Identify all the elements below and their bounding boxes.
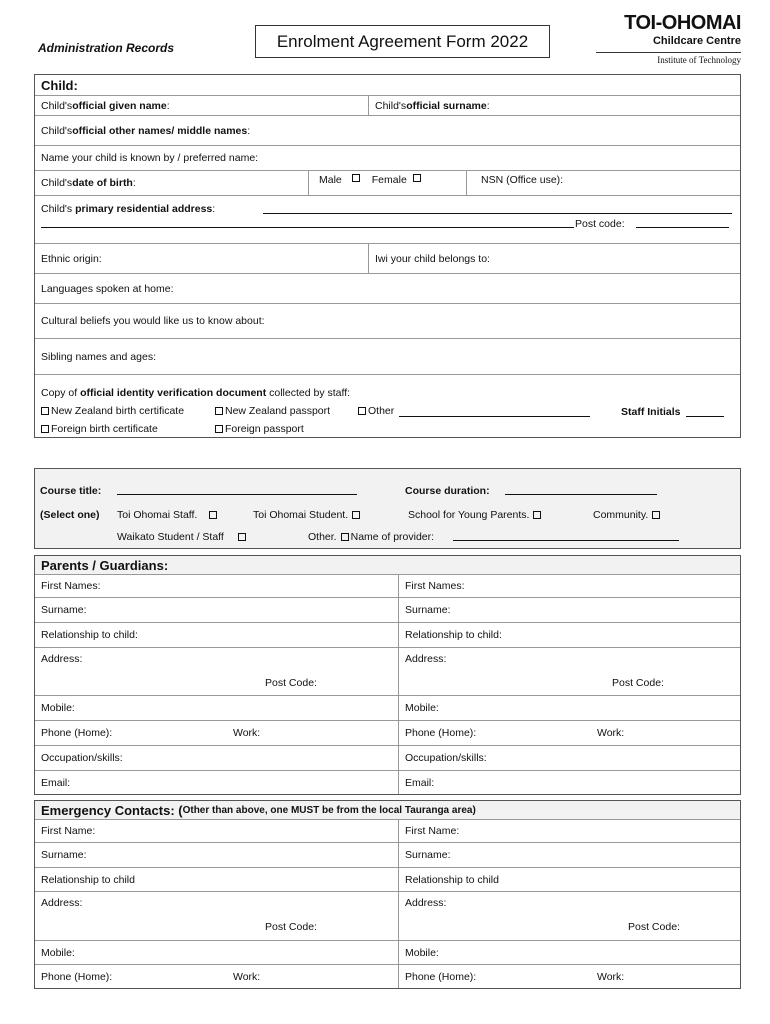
page-header — [0, 0, 770, 72]
male-checkbox[interactable] — [352, 174, 360, 182]
course-duration-label: Course duration: — [405, 485, 490, 497]
child-section-title: Child: — [41, 77, 78, 93]
given-name-label-post: : — [166, 99, 170, 112]
select-one-label: (Select one) — [40, 509, 100, 521]
parent1-phone[interactable] — [35, 721, 398, 745]
emergency-section-title: Emergency Contacts: ( Other than above, one MUST be from the local Tauranga area) — [41, 802, 476, 818]
male-label: Male — [319, 174, 342, 186]
languages-row[interactable] — [35, 273, 740, 303]
emergency-section-header — [35, 801, 740, 819]
parent1-work-label: Work: — [233, 727, 261, 739]
emergency2-relationship[interactable]: Relationship to child — [398, 868, 742, 891]
emergency-relationship-row — [35, 867, 740, 891]
emergency-section — [34, 800, 741, 989]
given-name-field[interactable] — [35, 96, 368, 115]
female-label: Female — [371, 174, 407, 186]
other-checkbox[interactable] — [358, 407, 366, 415]
surname-label-post: : — [486, 99, 490, 112]
course-title-line[interactable] — [117, 483, 357, 495]
siblings-row[interactable] — [35, 338, 740, 374]
parent2-first-names[interactable]: First Names: — [398, 575, 742, 597]
given-name-label-pre: Child's — [41, 99, 73, 112]
address-row[interactable] — [35, 195, 740, 243]
parent1-email[interactable]: Email: — [41, 776, 71, 789]
child-name-row — [35, 95, 740, 115]
parent-phone-row — [35, 720, 740, 745]
emergency2-first-name[interactable]: First Name: — [398, 820, 742, 842]
course-duration-line[interactable] — [505, 483, 657, 495]
parent1-address-label: Address: — [41, 653, 83, 665]
parent1-occupation[interactable]: Occupation/skills: — [41, 752, 123, 764]
staff-initials-line[interactable] — [686, 405, 724, 417]
emergency-first-name-row — [35, 819, 740, 842]
postcode-line[interactable] — [636, 216, 729, 228]
other-names-label-pre: Child's — [41, 124, 73, 137]
emergency1-address-label: Address: — [41, 897, 83, 909]
female-checkbox[interactable] — [413, 174, 421, 182]
address-label: Child's primary residential address: — [41, 203, 216, 215]
parent2-mobile[interactable]: Mobile: — [398, 696, 742, 720]
parent2-relationship[interactable]: Relationship to child: — [398, 623, 742, 647]
form-title: Enrolment Agreement Form 2022 — [255, 25, 550, 58]
emergency-surname-row — [35, 842, 740, 867]
child-section-header — [35, 75, 740, 95]
parent2-occupation[interactable]: Occupation/skills: — [398, 746, 742, 770]
emergency1-phone-home-label: Phone (Home): — [41, 970, 113, 983]
emergency2-address-label: Address: — [405, 897, 447, 909]
toi-student-checkbox[interactable] — [352, 511, 360, 519]
emergency1-first-name[interactable]: First Name: — [41, 825, 96, 837]
community-checkbox[interactable] — [652, 511, 660, 519]
parent-address-row — [35, 647, 740, 695]
surname-label-pre: Child's — [375, 99, 407, 112]
other-names-label-bold: official other names/ middle names — [72, 124, 248, 137]
parent-occupation-row — [35, 745, 740, 770]
postcode-label: Post code: — [575, 218, 625, 230]
opt-nz-birth[interactable]: New Zealand birth certificate — [41, 405, 184, 417]
emergency1-surname[interactable]: Surname: — [41, 849, 87, 861]
course-section — [34, 468, 741, 549]
parent1-first-names[interactable]: First Names: — [41, 580, 101, 592]
logo-sub-text: Childcare Centre — [652, 35, 741, 47]
opt-toi-student[interactable]: Toi Ohomai Student. — [253, 509, 362, 521]
given-name-label-bold: official given name — [72, 99, 167, 112]
cultural-beliefs-label: Cultural beliefs you would like us to know about: — [41, 315, 265, 327]
emergency-phone-row — [35, 964, 740, 988]
parent2-email[interactable]: Email: — [398, 771, 742, 794]
dob-label-post: : — [132, 177, 136, 189]
toi-staff-checkbox[interactable] — [209, 511, 217, 519]
address-line-1[interactable] — [263, 202, 732, 214]
ethnic-row — [35, 243, 740, 273]
waikato-checkbox[interactable] — [238, 533, 246, 541]
id-document-row — [35, 374, 740, 437]
emergency2-mobile[interactable]: Mobile: — [398, 941, 742, 964]
opt-other[interactable]: Other — [358, 405, 394, 417]
logo-divider — [596, 52, 741, 53]
opt-toi-staff[interactable]: Toi Ohomai Staff. — [117, 509, 219, 521]
dob-label-pre: Child's — [41, 177, 73, 189]
surname-field[interactable] — [368, 96, 742, 115]
iwi-field[interactable]: Iwi your child belongs to: — [368, 244, 742, 273]
opt-nz-passport[interactable]: New Zealand passport — [215, 405, 330, 417]
parent2-phone-home-label: Phone (Home): — [405, 727, 477, 739]
parent1-phone-home-label: Phone (Home): — [41, 727, 113, 739]
emergency2-surname[interactable]: Surname: — [398, 843, 742, 867]
languages-label: Languages spoken at home: — [41, 282, 174, 295]
emergency2-postcode-label: Post Code: — [628, 921, 680, 933]
emergency1-mobile[interactable]: Mobile: — [41, 946, 75, 959]
address-line-2[interactable] — [41, 216, 574, 228]
child-section — [34, 74, 741, 438]
opt-community[interactable]: Community. — [593, 509, 662, 521]
parent1-postcode-label: Post Code: — [265, 677, 317, 689]
nz-birth-checkbox[interactable] — [41, 407, 49, 415]
emergency1-relationship[interactable]: Relationship to child — [41, 873, 135, 886]
logo-institute-text: Institute of Technology — [657, 55, 741, 65]
parent2-phone[interactable] — [398, 721, 742, 745]
ethnic-origin-field[interactable]: Ethnic origin: — [41, 252, 102, 265]
dob-label-bold: date of birth — [72, 177, 133, 189]
parent-surname-row — [35, 597, 740, 622]
cultural-row[interactable] — [35, 303, 740, 338]
parent-mobile-row — [35, 695, 740, 720]
parents-section — [34, 555, 741, 795]
course-title-label: Course title: — [40, 485, 102, 497]
emergency2-address[interactable] — [398, 892, 742, 940]
course-other-checkbox[interactable] — [341, 533, 349, 541]
opt-course-other[interactable]: Other. Name of provider: — [308, 531, 435, 543]
parent2-address[interactable] — [398, 648, 742, 695]
parents-section-title: Parents / Guardians: — [41, 557, 169, 573]
preferred-name-row[interactable] — [35, 145, 740, 170]
parent2-address-label: Address: — [405, 653, 447, 665]
emergency1-work-label: Work: — [233, 970, 261, 983]
admin-records-label: Administration Records — [38, 41, 175, 55]
gender-field — [308, 171, 466, 195]
other-names-row[interactable] — [35, 115, 740, 145]
emergency-mobile-row — [35, 940, 740, 964]
emergency1-address[interactable] — [35, 892, 398, 940]
foreign-passport-checkbox[interactable] — [215, 425, 223, 433]
logo-main-text: TOI-OHOMAI — [624, 12, 741, 34]
emergency2-phone[interactable] — [398, 965, 742, 988]
dob-row — [35, 170, 740, 195]
parent-first-names-row — [35, 574, 740, 597]
parent-relationship-row — [35, 622, 740, 647]
surname-label-bold: official surname — [406, 99, 487, 112]
parent1-address[interactable] — [35, 648, 398, 695]
parent1-surname[interactable]: Surname: — [41, 604, 87, 616]
emergency-address-row — [35, 891, 740, 940]
young-parents-checkbox[interactable] — [533, 511, 541, 519]
other-names-label-post: : — [247, 124, 251, 137]
parent-email-row — [35, 770, 740, 794]
emergency2-work-label: Work: — [597, 970, 625, 983]
parent2-work-label: Work: — [597, 727, 625, 739]
opt-young-parents[interactable]: School for Young Parents. — [408, 509, 543, 521]
nsn-field[interactable]: NSN (Office use): — [466, 171, 742, 195]
provider-label: Name of provider: — [350, 531, 435, 543]
provider-line[interactable] — [453, 529, 679, 541]
parent2-postcode-label: Post Code: — [612, 677, 664, 689]
nz-passport-checkbox[interactable] — [215, 407, 223, 415]
foreign-birth-checkbox[interactable] — [41, 425, 49, 433]
parent1-mobile[interactable]: Mobile: — [41, 702, 75, 714]
siblings-label: Sibling names and ages: — [41, 350, 156, 363]
logo — [596, 12, 741, 66]
parents-section-header — [35, 556, 740, 574]
preferred-name-label: Name your child is known by / preferred name: — [41, 152, 259, 164]
dob-field[interactable] — [35, 171, 308, 195]
emergency1-postcode-label: Post Code: — [265, 921, 317, 933]
emergency2-phone-home-label: Phone (Home): — [405, 970, 477, 983]
staff-initials-label: Staff Initials — [621, 406, 681, 418]
id-doc-label: Copy of official identity verification document collected by staff: — [41, 387, 351, 399]
parent1-relationship[interactable]: Relationship to child: — [41, 629, 138, 641]
parent2-surname[interactable]: Surname: — [398, 598, 742, 622]
opt-foreign-birth[interactable]: Foreign birth certificate — [41, 423, 158, 435]
emergency-section-note: Other than above, one MUST be from the local Tauranga area) — [182, 804, 476, 816]
other-line[interactable] — [399, 405, 590, 417]
emergency1-phone[interactable] — [35, 965, 398, 988]
opt-foreign-passport[interactable]: Foreign passport — [215, 423, 304, 435]
opt-waikato[interactable]: Waikato Student / Staff — [117, 531, 248, 543]
